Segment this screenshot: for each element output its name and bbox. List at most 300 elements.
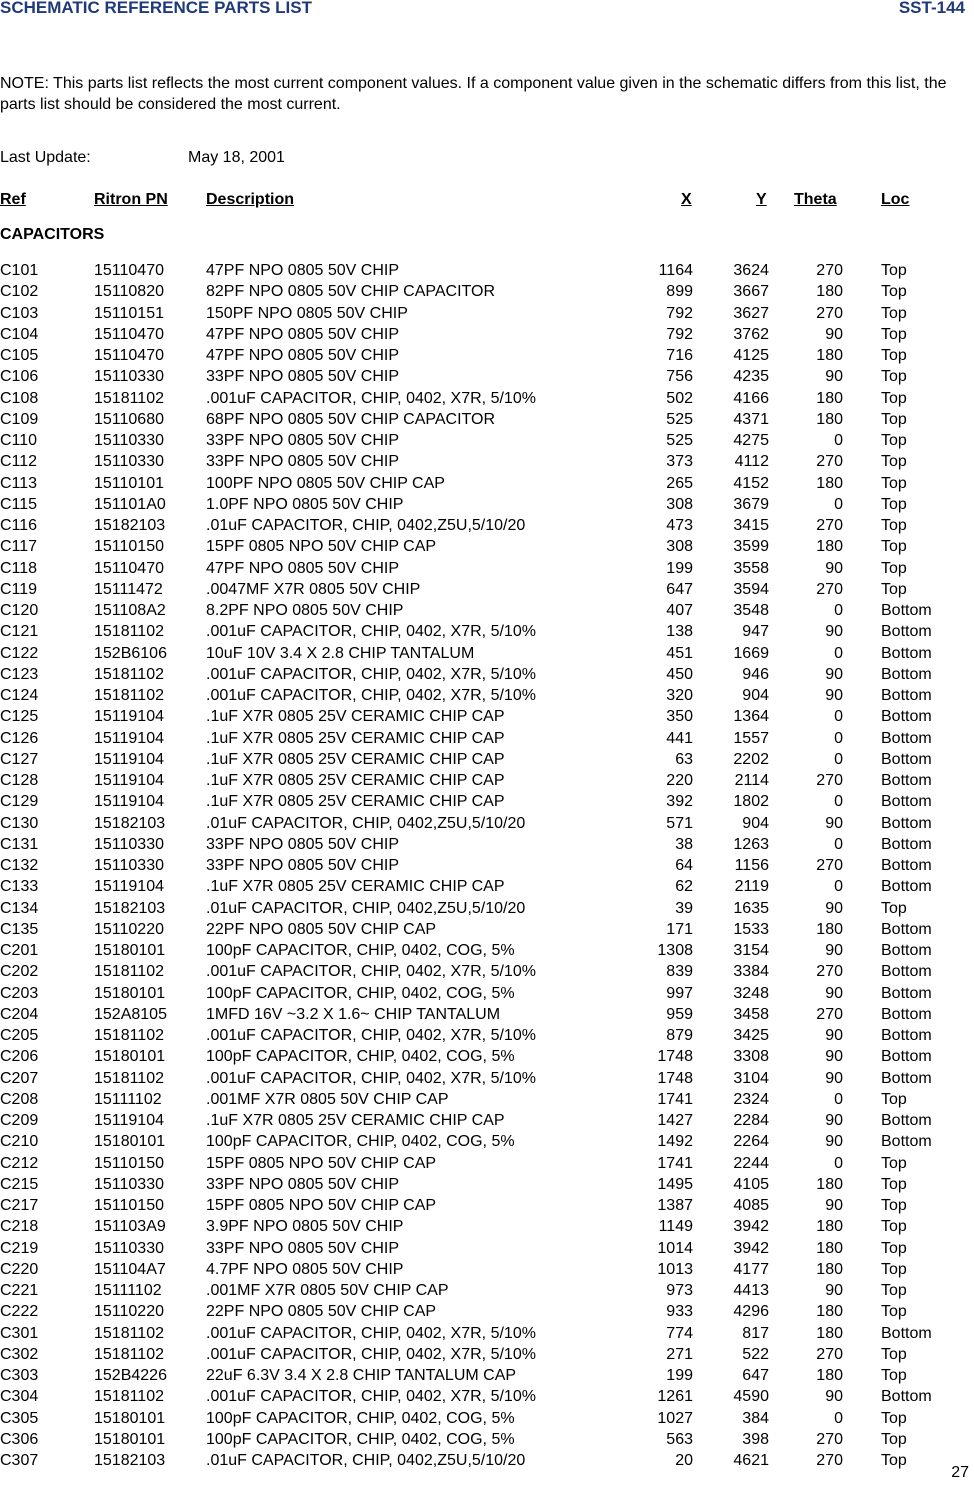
cell-location: Bottom xyxy=(881,772,932,789)
cell-theta: 90 xyxy=(825,1388,843,1406)
cell-ref: C109 xyxy=(0,410,39,428)
cell-part-number: 15110330 xyxy=(94,368,164,386)
cell-theta: 270 xyxy=(816,1345,843,1363)
cell-theta: 270 xyxy=(816,1452,843,1469)
cell-theta: 270 xyxy=(816,580,843,598)
cell-location: Top xyxy=(881,1090,907,1108)
cell-location: Bottom xyxy=(881,963,932,981)
cell-location: Bottom xyxy=(881,644,932,662)
cell-ref: C131 xyxy=(0,835,39,853)
cell-theta: 0 xyxy=(834,1154,843,1172)
table-row xyxy=(0,325,974,346)
cell-x: 1748 xyxy=(657,1048,693,1066)
table-row xyxy=(0,1047,974,1068)
table-row xyxy=(0,580,974,601)
cell-y: 1635 xyxy=(733,899,769,917)
cell-description: .001uF CAPACITOR, CHIP, 0402, X7R, 5/10% xyxy=(206,963,536,981)
cell-description: 33PF NPO 0805 50V CHIP xyxy=(206,857,399,874)
cell-description: .001MF X7R 0805 50V CHIP CAP xyxy=(206,1090,449,1108)
cell-ref: C222 xyxy=(0,1303,39,1321)
cell-y: 3679 xyxy=(733,495,769,513)
cell-location: Bottom xyxy=(881,857,932,874)
cell-theta: 90 xyxy=(825,942,843,959)
table-row xyxy=(0,452,974,473)
cell-location: Top xyxy=(881,1282,907,1299)
cell-location: Top xyxy=(881,580,907,598)
cell-location: Bottom xyxy=(881,1133,932,1151)
cell-ref: C130 xyxy=(0,814,39,832)
table-row xyxy=(0,1345,974,1366)
cell-description: .1uF X7R 0805 25V CERAMIC CHIP CAP xyxy=(206,878,505,896)
cell-part-number: 15181102 xyxy=(94,687,164,704)
cell-location: Bottom xyxy=(881,814,932,832)
cell-part-number: 15181102 xyxy=(94,1027,164,1044)
cell-theta: 270 xyxy=(816,857,843,874)
cell-theta: 0 xyxy=(834,495,843,513)
cell-theta: 270 xyxy=(816,262,843,279)
cell-location: Top xyxy=(881,347,907,364)
cell-part-number: 15181102 xyxy=(94,665,164,683)
cell-theta: 270 xyxy=(816,1005,843,1023)
cell-x: 1027 xyxy=(657,1409,693,1427)
cell-location: Top xyxy=(881,1175,907,1193)
cell-description: .1uF X7R 0805 25V CERAMIC CHIP CAP xyxy=(206,772,505,789)
cell-part-number: 15180101 xyxy=(94,1409,166,1427)
cell-location: Top xyxy=(881,262,907,279)
cell-y: 1156 xyxy=(734,857,769,874)
cell-x: 63 xyxy=(675,750,693,768)
cell-location: Bottom xyxy=(881,1388,932,1406)
cell-y: 3458 xyxy=(733,1005,769,1023)
cell-location: Top xyxy=(881,899,907,917)
table-row xyxy=(0,601,974,622)
cell-ref: C215 xyxy=(0,1175,39,1193)
cell-theta: 270 xyxy=(816,304,843,322)
table-row xyxy=(0,877,974,898)
cell-part-number: 152A8105 xyxy=(94,1005,167,1023)
cell-ref: C101 xyxy=(0,262,39,279)
cell-y: 4371 xyxy=(733,410,769,428)
cell-part-number: 15110101 xyxy=(94,474,164,492)
table-row xyxy=(0,1366,974,1387)
cell-x: 407 xyxy=(666,602,693,619)
cell-description: .001uF CAPACITOR, CHIP, 0402, X7R, 5/10% xyxy=(206,1345,536,1363)
cell-ref: C112 xyxy=(0,453,38,471)
cell-y: 4085 xyxy=(733,1197,769,1214)
cell-x: 1149 xyxy=(658,1218,693,1236)
cell-x: 265 xyxy=(666,474,693,492)
table-row xyxy=(0,516,974,537)
cell-description: .001uF CAPACITOR, CHIP, 0402, X7R, 5/10% xyxy=(206,1388,536,1406)
table-row xyxy=(0,495,974,516)
cell-ref: C204 xyxy=(0,1005,39,1023)
table-row xyxy=(0,1430,974,1451)
cell-x: 502 xyxy=(666,389,693,407)
cell-ref: C218 xyxy=(0,1218,39,1236)
table-row xyxy=(0,920,974,941)
cell-part-number: 15180101 xyxy=(94,1430,166,1448)
cell-part-number: 15110470 xyxy=(94,559,164,577)
cell-ref: C103 xyxy=(0,304,39,322)
cell-theta: 90 xyxy=(825,814,843,832)
cell-x: 1741 xyxy=(657,1154,693,1172)
cell-theta: 90 xyxy=(825,1112,843,1129)
cell-x: 571 xyxy=(666,814,693,832)
table-row xyxy=(0,1409,974,1430)
cell-ref: C129 xyxy=(0,793,39,811)
cell-x: 792 xyxy=(666,325,693,343)
cell-ref: C304 xyxy=(0,1388,39,1406)
cell-part-number: 15180101 xyxy=(94,1048,166,1066)
cell-part-number: 15119104 xyxy=(94,1112,164,1129)
table-row xyxy=(0,856,974,877)
cell-y: 2264 xyxy=(733,1133,769,1151)
cell-x: 839 xyxy=(666,963,693,981)
cell-y: 904 xyxy=(742,687,769,704)
cell-description: 33PF NPO 0805 50V CHIP xyxy=(206,453,399,471)
col-header-x: X xyxy=(681,191,692,208)
cell-x: 199 xyxy=(666,559,693,577)
cell-ref: C305 xyxy=(0,1409,39,1427)
cell-theta: 90 xyxy=(825,559,843,577)
cell-ref: C205 xyxy=(0,1027,39,1044)
cell-ref: C120 xyxy=(0,602,39,619)
col-header-y: Y xyxy=(756,191,767,208)
table-row xyxy=(0,686,974,707)
cell-part-number: 15111472 xyxy=(94,580,163,598)
cell-description: .01uF CAPACITOR, CHIP, 0402,Z5U,5/10/20 xyxy=(206,814,526,832)
cell-x: 973 xyxy=(666,1282,693,1299)
cell-theta: 180 xyxy=(816,1175,843,1193)
cell-location: Top xyxy=(881,1452,907,1469)
cell-ref: C207 xyxy=(0,1069,39,1087)
cell-location: Top xyxy=(881,368,907,386)
cell-location: Bottom xyxy=(881,793,932,811)
table-row xyxy=(0,389,974,410)
cell-ref: C105 xyxy=(0,347,39,364)
cell-part-number: 15110151 xyxy=(94,304,164,322)
note-paragraph: NOTE: This parts list reflects the most current component values. If a component value given in the schematic differs from this list, the parts list should be considered the most current. xyxy=(0,75,947,113)
table-row xyxy=(0,1302,974,1323)
cell-location: Top xyxy=(881,1367,907,1384)
table-row xyxy=(0,962,974,983)
cell-ref: C134 xyxy=(0,899,39,917)
table-row xyxy=(0,304,974,325)
cell-description: 33PF NPO 0805 50V CHIP xyxy=(206,368,399,386)
cell-y: 384 xyxy=(742,1409,769,1427)
cell-theta: 0 xyxy=(834,750,843,768)
cell-location: Bottom xyxy=(881,920,932,938)
document-title: SCHEMATIC REFERENCE PARTS LIST xyxy=(0,0,312,17)
cell-y: 4112 xyxy=(734,453,769,471)
cell-ref: C126 xyxy=(0,729,39,747)
cell-ref: C210 xyxy=(0,1133,39,1151)
cell-part-number: 151101A0 xyxy=(94,495,166,513)
cell-theta: 180 xyxy=(816,474,843,492)
cell-location: Bottom xyxy=(881,687,932,704)
cell-part-number: 15182103 xyxy=(94,814,166,832)
cell-y: 4621 xyxy=(733,1452,769,1469)
table-row xyxy=(0,814,974,835)
cell-ref: C127 xyxy=(0,750,39,768)
cell-y: 2324 xyxy=(733,1090,769,1108)
cell-x: 20 xyxy=(675,1452,693,1469)
cell-x: 1495 xyxy=(657,1175,693,1193)
cell-location: Top xyxy=(881,410,907,428)
cell-location: Bottom xyxy=(881,878,932,896)
cell-y: 2284 xyxy=(733,1112,769,1129)
col-header-loc: Loc xyxy=(881,191,910,208)
cell-theta: 0 xyxy=(834,729,843,747)
cell-x: 1492 xyxy=(657,1133,693,1151)
cell-ref: C117 xyxy=(0,538,38,556)
cell-x: 1748 xyxy=(657,1069,693,1087)
cell-x: 756 xyxy=(666,368,693,386)
cell-part-number: 152B6106 xyxy=(94,644,167,662)
cell-description: 33PF NPO 0805 50V CHIP xyxy=(206,1175,399,1193)
cell-theta: 90 xyxy=(825,899,843,917)
cell-theta: 0 xyxy=(834,432,843,449)
cell-part-number: 15119104 xyxy=(94,772,164,789)
cell-location: Bottom xyxy=(881,1112,932,1129)
cell-y: 3624 xyxy=(733,262,769,279)
cell-y: 398 xyxy=(742,1430,769,1448)
cell-location: Bottom xyxy=(881,1324,932,1342)
table-row xyxy=(0,367,974,388)
table-row xyxy=(0,474,974,495)
cell-description: 68PF NPO 0805 50V CHIP CAPACITOR xyxy=(206,410,496,428)
cell-y: 1364 xyxy=(733,708,769,726)
cell-description: 22PF NPO 0805 50V CHIP CAP xyxy=(206,1303,437,1321)
cell-description: .01uF CAPACITOR, CHIP, 0402,Z5U,5/10/20 xyxy=(206,1452,526,1469)
table-row xyxy=(0,1239,974,1260)
cell-ref: C135 xyxy=(0,920,39,938)
table-row xyxy=(0,1196,974,1217)
cell-y: 3248 xyxy=(733,984,769,1002)
cell-x: 171 xyxy=(666,920,693,938)
cell-description: 100PF NPO 0805 50V CHIP CAP xyxy=(206,474,445,492)
cell-description: 100pF CAPACITOR, CHIP, 0402, COG, 5% xyxy=(206,1133,515,1151)
cell-part-number: 15110470 xyxy=(94,262,164,279)
cell-description: 82PF NPO 0805 50V CHIP CAPACITOR xyxy=(206,283,496,301)
cell-part-number: 151103A9 xyxy=(94,1218,166,1236)
cell-part-number: 15119104 xyxy=(94,708,164,726)
cell-x: 38 xyxy=(675,835,693,853)
cell-ref: C306 xyxy=(0,1430,39,1448)
cell-description: 15PF 0805 NPO 50V CHIP CAP xyxy=(206,1197,437,1214)
cell-y: 647 xyxy=(742,1367,769,1384)
table-row xyxy=(0,1175,974,1196)
cell-theta: 90 xyxy=(825,325,843,343)
cell-x: 525 xyxy=(666,410,693,428)
table-row xyxy=(0,1324,974,1345)
cell-part-number: 151108A2 xyxy=(94,602,166,619)
cell-ref: C128 xyxy=(0,772,39,789)
cell-part-number: 15110680 xyxy=(94,410,164,428)
cell-part-number: 15181102 xyxy=(94,623,164,641)
cell-y: 3384 xyxy=(733,963,769,981)
cell-description: 22uF 6.3V 3.4 X 2.8 CHIP TANTALUM CAP xyxy=(206,1367,517,1384)
cell-ref: C124 xyxy=(0,687,39,704)
cell-part-number: 152B4226 xyxy=(94,1367,167,1384)
cell-theta: 90 xyxy=(825,1133,843,1151)
cell-description: 22PF NPO 0805 50V CHIP CAP xyxy=(206,920,437,938)
cell-x: 997 xyxy=(666,984,693,1002)
table-row xyxy=(0,1281,974,1302)
cell-theta: 180 xyxy=(816,410,843,428)
cell-y: 3942 xyxy=(733,1218,769,1236)
cell-x: 138 xyxy=(666,623,693,641)
cell-description: 10uF 10V 3.4 X 2.8 CHIP TANTALUM xyxy=(206,644,475,662)
cell-y: 946 xyxy=(742,665,769,683)
cell-location: Top xyxy=(881,1430,907,1448)
cell-location: Top xyxy=(881,559,907,577)
cell-ref: C115 xyxy=(0,495,38,513)
cell-x: 1741 xyxy=(657,1090,693,1108)
cell-theta: 180 xyxy=(816,283,843,301)
cell-ref: C203 xyxy=(0,984,39,1002)
cell-y: 522 xyxy=(742,1345,769,1363)
cell-part-number: 15119104 xyxy=(94,729,164,747)
cell-description: .001uF CAPACITOR, CHIP, 0402, X7R, 5/10% xyxy=(206,389,536,407)
cell-ref: C108 xyxy=(0,389,39,407)
cell-part-number: 15110330 xyxy=(94,1239,164,1257)
cell-y: 1802 xyxy=(733,793,769,811)
cell-description: 15PF 0805 NPO 50V CHIP CAP xyxy=(206,538,437,556)
cell-location: Bottom xyxy=(881,665,932,683)
cell-location: Bottom xyxy=(881,835,932,853)
cell-x: 473 xyxy=(666,517,693,534)
cell-x: 525 xyxy=(666,432,693,449)
cell-y: 4235 xyxy=(733,368,769,386)
cell-x: 563 xyxy=(666,1430,693,1448)
cell-part-number: 15119104 xyxy=(94,793,164,811)
table-row xyxy=(0,1069,974,1090)
cell-y: 2244 xyxy=(733,1154,769,1172)
cell-description: .1uF X7R 0805 25V CERAMIC CHIP CAP xyxy=(206,750,505,768)
cell-description: 3.9PF NPO 0805 50V CHIP xyxy=(206,1218,404,1236)
cell-ref: C133 xyxy=(0,878,39,896)
cell-part-number: 15181102 xyxy=(94,1069,164,1087)
cell-location: Top xyxy=(881,474,907,492)
cell-theta: 270 xyxy=(816,453,843,471)
cell-theta: 90 xyxy=(825,687,843,704)
cell-description: 15PF 0805 NPO 50V CHIP CAP xyxy=(206,1154,437,1172)
cell-part-number: 15110470 xyxy=(94,347,164,364)
cell-description: 47PF NPO 0805 50V CHIP xyxy=(206,325,399,343)
cell-part-number: 15181102 xyxy=(94,389,164,407)
cell-location: Bottom xyxy=(881,1005,932,1023)
cell-x: 774 xyxy=(666,1324,693,1342)
table-row xyxy=(0,537,974,558)
cell-location: Top xyxy=(881,1197,907,1214)
cell-x: 1013 xyxy=(657,1260,693,1278)
cell-description: 47PF NPO 0805 50V CHIP xyxy=(206,347,399,364)
cell-y: 3942 xyxy=(733,1239,769,1257)
cell-theta: 180 xyxy=(816,1239,843,1257)
table-row xyxy=(0,346,974,367)
cell-location: Top xyxy=(881,304,907,322)
cell-description: .001uF CAPACITOR, CHIP, 0402, X7R, 5/10% xyxy=(206,1324,536,1342)
cell-description: 1MFD 16V ~3.2 X 1.6~ CHIP TANTALUM xyxy=(206,1005,501,1023)
cell-y: 817 xyxy=(742,1324,769,1342)
cell-part-number: 15110150 xyxy=(94,538,164,556)
table-row xyxy=(0,792,974,813)
cell-ref: C132 xyxy=(0,857,39,874)
cell-y: 3104 xyxy=(733,1069,769,1087)
cell-y: 3415 xyxy=(733,517,769,534)
cell-theta: 180 xyxy=(816,389,843,407)
cell-part-number: 15180101 xyxy=(94,1133,166,1151)
cell-theta: 180 xyxy=(816,1367,843,1384)
table-row xyxy=(0,1260,974,1281)
cell-part-number: 15181102 xyxy=(94,1345,164,1363)
cell-description: 33PF NPO 0805 50V CHIP xyxy=(206,1239,399,1257)
cell-x: 450 xyxy=(666,665,693,683)
cell-description: 4.7PF NPO 0805 50V CHIP xyxy=(206,1260,404,1278)
cell-part-number: 15119104 xyxy=(94,878,164,896)
cell-x: 320 xyxy=(666,687,693,704)
col-header-theta: Theta xyxy=(794,191,837,208)
table-row xyxy=(0,1090,974,1111)
cell-location: Top xyxy=(881,1409,907,1427)
cell-theta: 0 xyxy=(834,1090,843,1108)
cell-ref: C118 xyxy=(0,559,38,577)
cell-ref: C202 xyxy=(0,963,39,981)
cell-location: Top xyxy=(881,432,907,449)
cell-part-number: 15181102 xyxy=(94,963,164,981)
cell-y: 3599 xyxy=(733,538,769,556)
cell-ref: C201 xyxy=(0,942,39,959)
cell-x: 308 xyxy=(666,495,693,513)
cell-description: .1uF X7R 0805 25V CERAMIC CHIP CAP xyxy=(206,729,505,747)
cell-description: 33PF NPO 0805 50V CHIP xyxy=(206,835,399,853)
table-row xyxy=(0,261,974,282)
cell-theta: 180 xyxy=(816,1303,843,1321)
cell-y: 904 xyxy=(742,814,769,832)
cell-theta: 0 xyxy=(834,878,843,896)
cell-part-number: 15181102 xyxy=(94,1324,164,1342)
cell-y: 3594 xyxy=(733,580,769,598)
cell-ref: C221 xyxy=(0,1282,39,1299)
cell-x: 451 xyxy=(666,644,693,662)
cell-theta: 180 xyxy=(816,1218,843,1236)
cell-theta: 90 xyxy=(825,1282,843,1299)
cell-description: .001uF CAPACITOR, CHIP, 0402, X7R, 5/10% xyxy=(206,623,536,641)
cell-theta: 180 xyxy=(816,347,843,364)
cell-description: .0047MF X7R 0805 50V CHIP xyxy=(206,580,421,598)
cell-ref: C206 xyxy=(0,1048,39,1066)
cell-part-number: 15110150 xyxy=(94,1154,164,1172)
cell-ref: C303 xyxy=(0,1367,39,1384)
table-row xyxy=(0,941,974,962)
cell-theta: 90 xyxy=(825,368,843,386)
cell-part-number: 15110330 xyxy=(94,857,164,874)
model-number: SST-144 xyxy=(898,0,965,17)
cell-part-number: 15180101 xyxy=(94,942,166,959)
last-update-label: Last Update: xyxy=(0,149,91,166)
cell-theta: 270 xyxy=(816,963,843,981)
cell-location: Bottom xyxy=(881,1069,932,1087)
cell-theta: 0 xyxy=(834,793,843,811)
table-row xyxy=(0,1387,974,1408)
cell-ref: C307 xyxy=(0,1452,39,1469)
cell-description: .01uF CAPACITOR, CHIP, 0402,Z5U,5/10/20 xyxy=(206,517,526,534)
cell-part-number: 15110220 xyxy=(94,920,164,938)
cell-x: 899 xyxy=(666,283,693,301)
cell-ref: C119 xyxy=(0,580,38,598)
cell-x: 64 xyxy=(675,857,693,874)
